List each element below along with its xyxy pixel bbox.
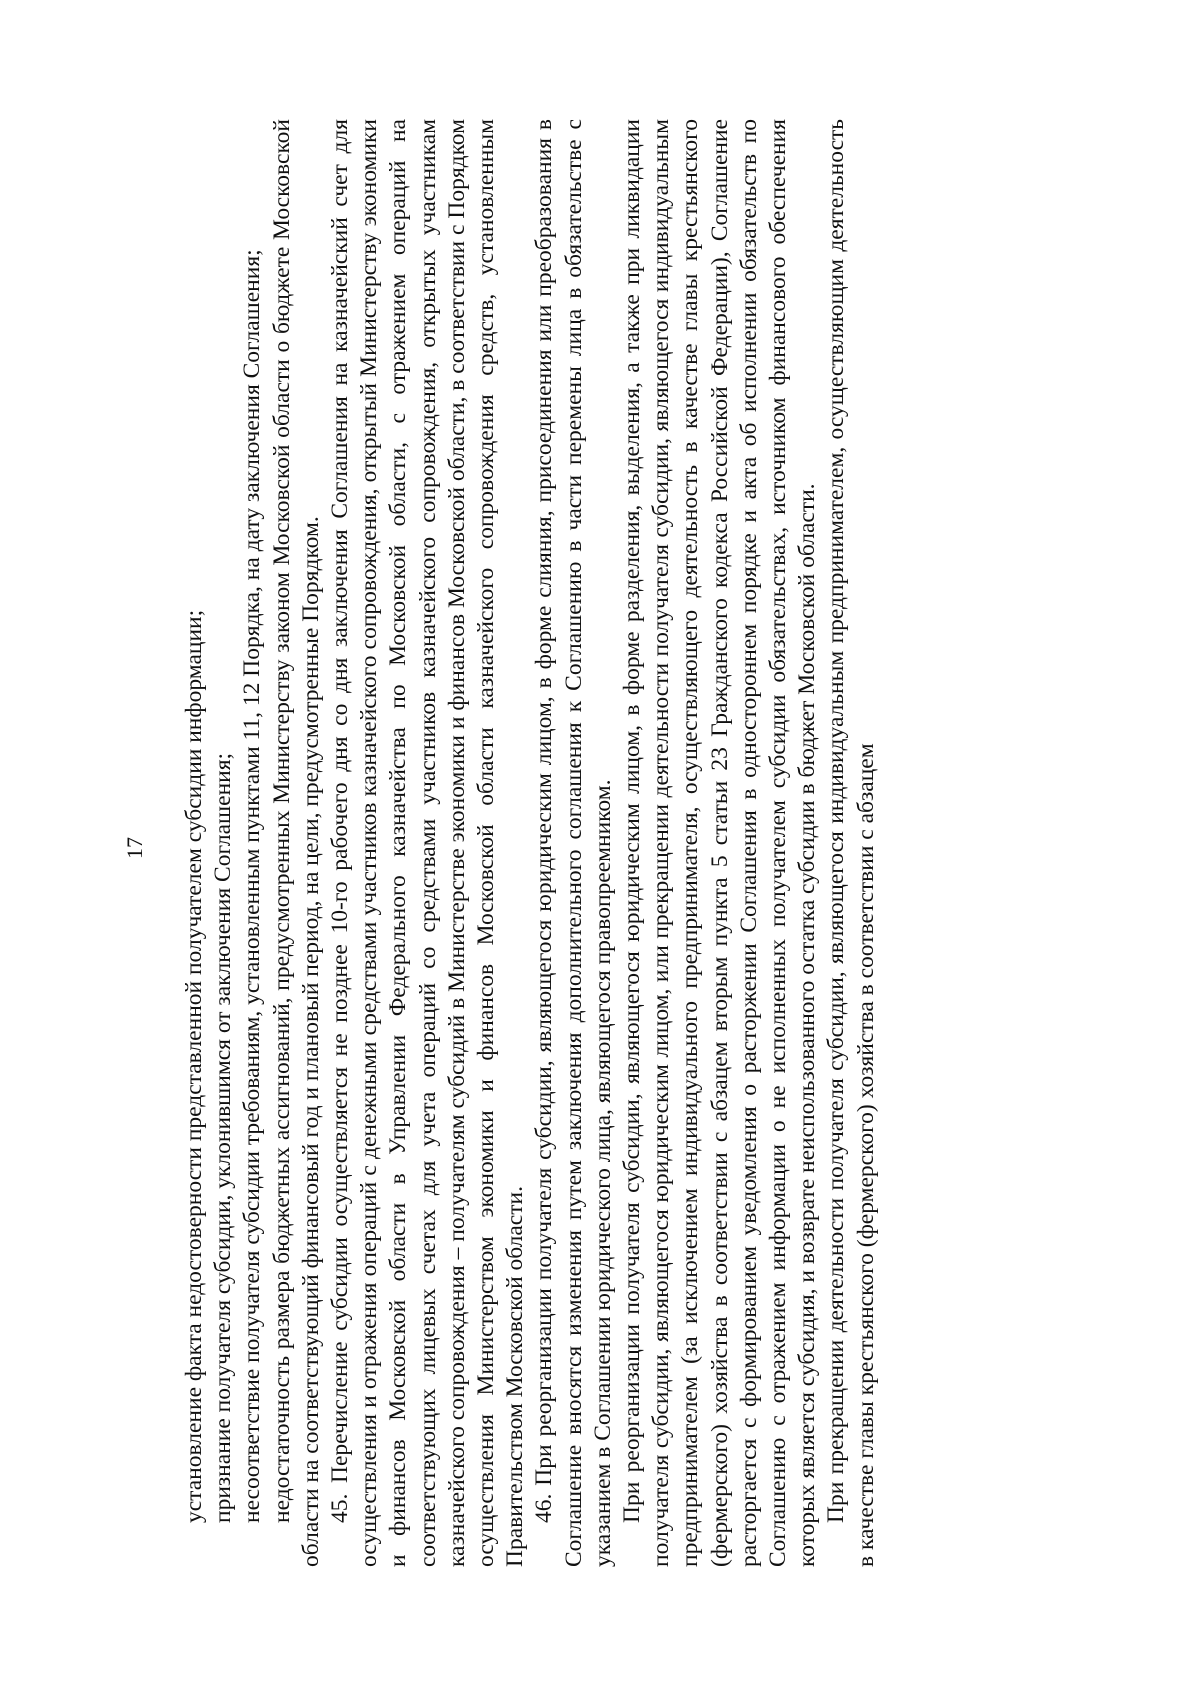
paragraph: При реорганизации получателя субсидии, являющегося юридическим лицом, в форме разделения, выделения, а также при ликвидации получателя субсидии, являющегося юридическим лицом, или прекращении деятельности получателя субсидии, являющегося индивидуальным предпринимателем (за исключением индивидуального предпринимателя, осуществляющего деятельность в качестве главы крестьянского (фермерского) хозяйства в соответствии с абзацем вторым пункта 5 статьи 23 Гражданского кодекса Российской Федерации), Соглашение расторгается с формированием уведомления о расторжении Соглашения в одностороннем порядке и акта об исполнении обязательств по Соглашению с отражением информации о не исполненных получателем субсидии обязательствах, источником финансового обеспечения которых является субсидия, и возврате неиспользованного остатка субсидии в бюджет Московской области. — [619, 119, 821, 1567]
page-number: 17 — [122, 837, 147, 859]
paragraph: 46. При реорганизации получателя субсидии, являющегося юридическим лицом, в форме слияния, присоединения или преобразования в Соглашение вносятся изменения путем заключения дополнительного соглашения к Соглашению в части перемены лица в обязательстве с указанием в Соглашении юридического лица, являющегося правопреемником. — [531, 119, 616, 1567]
paragraph: установление факта недостоверности представленной получателем субсидии информации; — [181, 609, 207, 1523]
rotated-page — [100, 83, 1100, 1613]
document-body — [180, 119, 881, 1567]
paragraph: 45. Перечисление субсидии осуществляется не позднее 10-го рабочего дня со дня заключения Соглашения на казначейский счет для осуществления и отражения операций с денежными средствами участников казначейского сопровождения, открытый Министерству экономики и финансов Московской области в Управлении Федерального казначейства по Московской области, с отражением операций на соответствующих лицевых счетах для учета операций со средствами участников казначейского сопровождения, открытых участникам казначейского сопровождения – получателям субсидий в Министерстве экономики и финансов Московской области, в соответствии с Порядком осуществления Министерством экономики и финансов Московской области казначейского сопровождения средств, установленным Правительством Московской области. — [327, 119, 529, 1567]
paragraph: признание получателя субсидии, уклонившимся от заключения Соглашения; — [210, 752, 237, 1523]
paragraph: несоответствие получателя субсидии требованиям, установленным пунктами 11, 12 Порядка, на дату заключения Соглашения; — [239, 249, 266, 1523]
paragraph: недостаточность размера бюджетных ассигнований, предусмотренных Министерству законом Московской области о бюджете Московской области на соответствующий финансовый год и плановый период, на цели, предусмотренные Порядком. — [268, 119, 324, 1567]
paragraph: При прекращении деятельности получателя субсидии, являющегося индивидуальным предпринимателем, осуществляющим деятельность в качестве главы крестьянского (фермерского) хозяйства в соответствии с абзацем — [823, 119, 879, 1567]
